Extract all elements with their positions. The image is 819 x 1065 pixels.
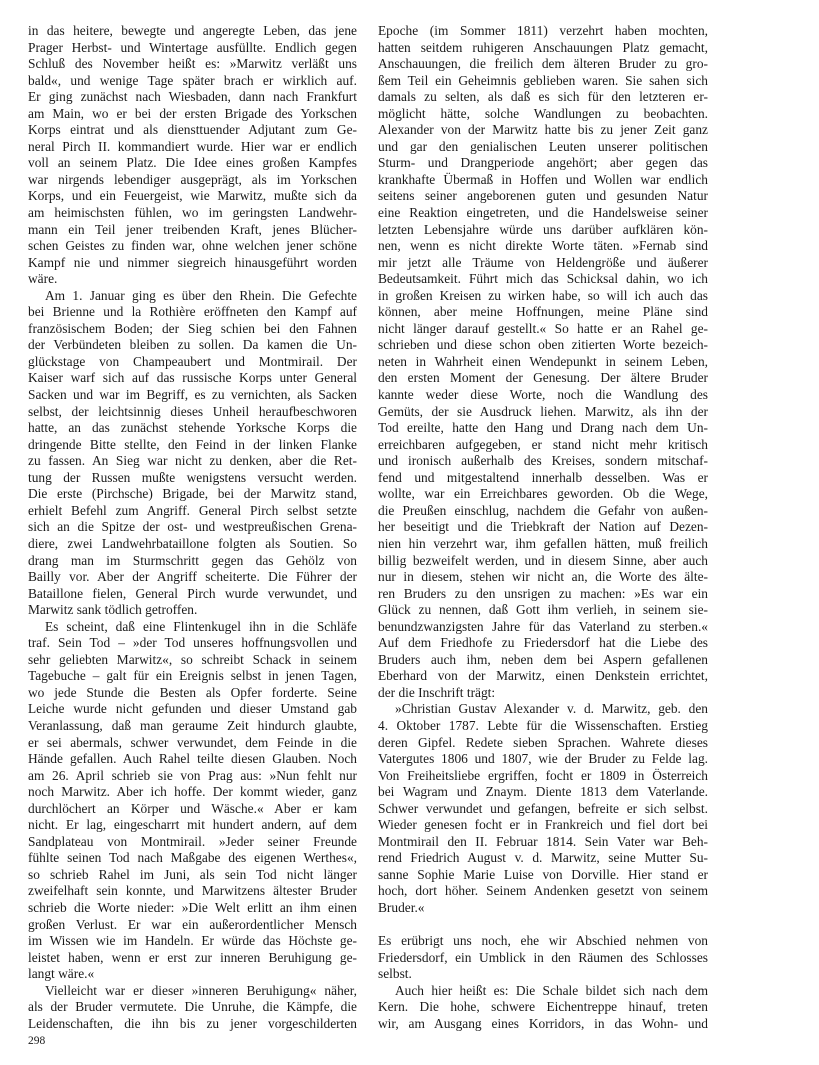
text-line [378,569,708,586]
text-line [378,635,708,652]
text-line [28,834,357,851]
text-line [378,652,708,669]
text-line [378,404,708,421]
text-line [378,735,708,752]
text-line [378,950,708,967]
text-line-content: Epoche (im Sommer 1811) verzehrt haben mochten, [378,23,708,38]
text-line-content: Auch hier heißt es: Die Schale bildet sich nach dem [395,982,708,998]
text-line-content: Kern. Die hohe, schwere Eichentreppe hinauf, treten [378,999,708,1015]
text-line-content: Bruder.« [378,899,425,915]
text-line-content: bald«, und wenige Tage später brach er wirklich auf. [28,72,357,88]
text-line-content: Veranlassung, daß man geraume Zeit hindurch glaubte, [28,717,357,733]
text-line-content: Alexander von der Marwitz hatte bis zu jener Zeit ganz [378,122,708,138]
text-line [28,999,357,1016]
text-line [28,867,357,884]
text-line [378,238,708,255]
text-line-content: Bataillone fielen, General Pirch wurde verwundet, und [28,585,357,601]
text-line-content: als der Bruder vermutete. Die Unruhe, die Kämpfe, die [28,999,357,1015]
text-line-content: kannte weder diese Worte, noch die Wandlung des [378,387,708,403]
text-line [28,122,357,139]
text-line [378,56,708,73]
text-line-content: mann ein Teil jener treibenden Kraft, jenes Blücher- [28,221,357,237]
text-line [378,883,708,900]
text-line [378,222,708,239]
text-line-content: können, aber meine Hoffnungen, meine Pläne sind [378,304,708,320]
text-line-content: so schrieb Rahel im Juni, als sein Tod nicht länger [28,866,357,882]
text-line-content: fend und mitgestaltend innerhalb desselben. Was er [378,469,708,485]
left-column [28,23,357,1032]
text-line-content: Korps eintrat und als diensttuender Adjutant zum Ge- [28,122,357,138]
text-line-content: wäre. [28,271,58,287]
text-line [28,155,357,172]
text-line-content: benundzwanzigsten Jahre für das Vaterland zu sterben.« [378,618,708,634]
text-line [28,139,357,156]
text-line-content: nicht länger darauf gestellt.« So hatte er an Rahel ge- [378,320,708,336]
text-line-content: Sacken und war im Begriff, es zu vernichten, als Sacken [28,387,357,403]
text-line-content: Marwitz sank tödlich getroffen. [28,602,198,618]
text-line [28,569,357,586]
text-line-content: der die Inschrift trägt: [378,684,496,700]
text-line [28,701,357,718]
text-line [378,155,708,172]
text-line-content: drang man im Sturmschritt gegen das Gehölz von [28,552,357,568]
text-line-content: durchlöchert an Körper und Wäsche.« Aber er kam [28,800,357,816]
text-line [378,668,708,685]
text-line [28,966,357,983]
text-line [28,271,357,288]
text-line [28,735,357,752]
text-line-content: neral Pirch II. kommandiert wurde. Hier war er endlich [28,138,357,154]
text-line-content: die Preußen einschlug, nachdem die Gefahr von außen- [378,502,708,518]
text-line [378,89,708,106]
text-line-content: den ersten Moment der Genesung. Der ältere Bruder [378,370,708,386]
text-line [378,999,708,1016]
text-line [28,503,357,520]
text-line-content: zweifelhaft sein konnte, und Marwitzens ältester Bruder [28,883,357,899]
text-line-content: Kampf nie und nimmer siegreich hinausgeführt worden [28,254,357,270]
text-line-content: »Christian Gustav Alexander v. d. Marwitz, geb. den [395,701,708,717]
text-line [378,172,708,189]
text-line-content: Es erübrigt uns noch, ehe wir Abschied nehmen von [378,933,708,949]
text-line-content: her beseitigt und die Triebkraft der Nation auf Dezen- [378,519,708,535]
text-line [378,503,708,520]
text-line [378,519,708,536]
text-line-content: schrieben und diese schon oben zitierten Worte bezeich- [378,337,708,353]
text-line [378,354,708,371]
text-line [28,983,357,1000]
text-line-content: leistet haben, wenn er erst zur inneren Beruhigung ge- [28,949,357,965]
text-line [28,73,357,90]
text-line-content: ßem Teil ein Geheimnis geblieben waren. Sie sahen sich [378,72,708,88]
text-line-content: wir, am Ausgang eines Korridors, in das Wohn- und [378,1015,708,1031]
text-line [378,387,708,404]
text-line-content: am Main, wo er bei der ersten Brigade des Yorkschen [28,105,357,121]
text-line [378,106,708,123]
text-line [28,751,357,768]
text-line [28,453,357,470]
text-line-content: erreichbaren aufgegeben, er stand nicht mehr kritisch [378,436,708,452]
text-line [28,883,357,900]
text-line [28,89,357,106]
text-line [28,420,357,437]
text-line-content: Glück zu nennen, daß Gott ihm verlieh, in seinem sie- [378,602,708,618]
text-line [378,701,708,718]
text-line [28,784,357,801]
text-line [28,205,357,222]
text-line [28,652,357,669]
text-line-content: Sturm- und Drangperiode angehört; aber gegen das [378,155,708,171]
text-line-content: nien hin verzehrt war, ihm gefallen hätten, muß freilich [378,535,708,551]
text-line [28,470,357,487]
text-line-content: bei Brienne und la Rothière eröffneten den Kampf auf [28,304,357,320]
text-line-content: Bedeutsamkeit. Führt mich das Schicksal dahin, wo ich [378,271,708,287]
text-line-content: Gemüts, der sie Ausdruck liehen. Marwitz, als ihn der [378,403,708,419]
text-line [28,685,357,702]
text-line [378,602,708,619]
text-line-content: voll an seinem Platz. Die Idee eines großen Kampfes [28,155,357,171]
text-line-content: ren Bruders zu den unsrigen zu machen: »Es war ein [378,585,708,601]
text-line [378,271,708,288]
text-line-content: damals zu selten, als daß es sich für den letzteren er- [378,89,708,105]
text-line-content: Die erste (Pirchsche) Brigade, bei der Marwitz stand, [28,486,357,502]
text-line-content: Sandplateau von Montmirail. »Jeder seiner Freunde [28,833,357,849]
text-line-content: sehr geliebten Marwitz«, so schreibt Schack in seinem [28,651,357,667]
text-line [378,23,708,40]
text-line-content: Von Freiheitsliebe ergriffen, focht er 1809 in Österreich [378,767,708,783]
text-line [28,404,357,421]
text-line-content: zu fassen. An Sieg war nicht zu denken, aber die Ret- [28,453,357,469]
text-line-content: hoch, dort höher. Seinem Andenken gesetzt von seinem [378,883,708,899]
text-line-content: Auf dem Friedhofe zu Friedersdorf hat die Liebe des [378,635,708,651]
text-line [378,801,708,818]
text-line-content: Leidenschaften, die ihn bis zu jener vorgeschilderten [28,1015,357,1031]
text-line [28,900,357,917]
text-line [28,56,357,73]
text-line-content: fühlte seinen Tod nach Maßgabe des eigenen Werthes«, [28,850,357,866]
text-line-content: erhielt Befehl zum Angriff. General Pirch selbst setzte [28,502,357,518]
text-line-content: letzten Lebensjahre würde uns darüber aufklären kön- [378,221,708,237]
text-line-content: er sei abermals, schwer verwundet, dem Feinde in die [28,734,357,750]
text-line-content: französischem Boden; der Sieg schien bei den Fahnen [28,320,357,336]
text-line [378,966,708,983]
text-line [378,619,708,636]
text-line [378,188,708,205]
text-line-content: Montmirail den II. Februar 1814. Sein Vater war Beh- [378,833,708,849]
text-line-content: war nirgends lebendiger ausgeprägt, als im Yorkschen [28,171,357,187]
text-line [28,768,357,785]
text-line-content: Vielleicht war er dieser »inneren Beruhigung« näher, [45,982,357,998]
text-line-content: Tagebuche – galt für ein Ereignis selbst in jenen Tagen, [28,668,357,684]
text-line-content: seitens seiner angeborenen guten und gesunden Natur [378,188,708,204]
text-line-content: Hände gefallen. Auch Rahel teilte diesen Glauben. Noch [28,751,357,767]
text-line [378,73,708,90]
text-line-content: deren Gipfel. Redete sieben Sprachen. Wahrete dieses [378,734,708,750]
text-line-content: nen, wenn es nicht direkte Worte täten. »Fernab sind [378,238,708,254]
text-line-content: und ironisch außerhalb des Kreises, sondern mitschaf- [378,453,708,469]
text-line-content: wo jede Stunde die Besten als Opfer forderte. Seine [28,684,357,700]
text-line [28,917,357,934]
text-line [28,619,357,636]
text-line [28,586,357,603]
text-line [28,354,357,371]
text-line [378,321,708,338]
text-line [378,470,708,487]
text-line-content: und gar den genialischen Leuten unserer politischen [378,138,708,154]
text-line-content: hatten seitdem ruhigeren Anschauungen Platz gemacht, [378,39,708,55]
text-columns [28,23,708,1032]
text-line-content: selbst, der leichtsinnig dieses Unheil heraufbeschworen [28,403,357,419]
text-line [28,437,357,454]
text-line-content: in das heitere, bewegte und angeregte Leben, das jene [28,23,357,38]
text-line [28,387,357,404]
text-line [28,850,357,867]
text-line-content: mir jetzt alle Träume von Heldengröße und äußerer [378,254,708,270]
right-column [378,23,708,1032]
text-line [28,255,357,272]
text-line-content: Am 1. Januar ging es über den Rhein. Die Gefechte [45,287,357,303]
text-line-content: sanne Sophie Marie Luise von Dorville. Hier stand er [378,866,708,882]
text-line-content: noch Marwitz. Aber ich hoffe. Der kommt wieder, ganz [28,784,357,800]
text-line-content: in großen Kreisen zu wirken habe, so will ich auch das [378,287,708,303]
text-line [28,23,357,40]
text-line [28,288,357,305]
text-line [378,437,708,454]
text-line-content: nur in diesem, stehen wir nicht an, die Worte des älte- [378,569,708,585]
text-line [378,553,708,570]
text-line [378,255,708,272]
text-line-content: Korps, und ein Feuergeist, wie Marwitz, mußte sich da [28,188,357,204]
text-line [378,453,708,470]
text-line [378,205,708,222]
text-line [28,635,357,652]
text-line [28,106,357,123]
text-line-content: wollte, war ein Erreichbares geworden. Ob die Wege, [378,486,708,502]
text-line [28,486,357,503]
text-line-content: rend Friedrich August v. d. Marwitz, seine Mutter Su- [378,850,708,866]
text-line-content: langt wäre.« [28,966,95,982]
text-line [28,801,357,818]
text-line [378,586,708,603]
text-line-content: dringende Bitte stellte, den Feind in der linken Flanke [28,436,357,452]
text-line [28,817,357,834]
text-line [28,337,357,354]
text-line [28,602,357,619]
text-line [378,933,708,950]
text-line-content: selbst. [378,966,412,982]
text-line-content: im Wissen wie im Handeln. Er würde das Höchste ge- [28,933,357,949]
text-line [28,188,357,205]
text-line [378,139,708,156]
text-line [378,817,708,834]
text-line-content: bei Wagram und Znaym. Diente 1813 dem Vaterlande. [378,784,708,800]
text-line [378,685,708,702]
text-line-content: Leiche wurde nicht gefunden und dieser Umstand gab [28,701,357,717]
text-line [378,768,708,785]
text-line [378,834,708,851]
text-line-content: nicht. Er lag, eingescharrt mit hundert andern, auf dem [28,817,357,833]
text-line [28,1016,357,1033]
text-line [28,370,357,387]
text-line [378,1016,708,1033]
page-number: 298 [28,1035,46,1047]
text-line [28,238,357,255]
text-line [378,337,708,354]
text-line-content: sich an die Spitze der ost- und westpreußischen Grena- [28,519,357,535]
text-line [28,668,357,685]
text-line-content: schen Geistes zu finden war, ohne welchen jener schöne [28,238,357,254]
text-line-content: Anschauungen, die freilich dem älteren Bruder zu gro- [378,56,708,72]
text-line [28,222,357,239]
text-line [378,983,708,1000]
text-line [378,40,708,57]
text-line [28,933,357,950]
text-line-content: am heimischsten fühlen, wo im geringsten Landwehr- [28,205,357,221]
text-line-content: hatte, an das zunächst stehende Yorksche Korps die [28,420,357,436]
text-line [28,718,357,735]
text-line [378,784,708,801]
text-line [28,40,357,57]
text-line [28,553,357,570]
text-line-content: Prager Herbst- und Wintertage ausfüllte. Endlich gegen [28,39,357,55]
text-line-content: Wieder genesen focht er in Frankreich und fiel dort bei [378,817,708,833]
text-line-content: glückstage von Champeaubert und Montmirail. Der [28,353,357,369]
text-line-content: Kaiser warf sich auf das russische Korps unter General [28,370,357,386]
text-line-content: möglicht hätte, solche Wandlungen zu beobachten. [378,105,708,121]
text-line-content: billig bezweifelt werden, und in diesem Sinne, aber auch [378,552,708,568]
text-line [378,536,708,553]
text-line [378,288,708,305]
text-line [28,172,357,189]
text-line [28,536,357,553]
text-line [28,304,357,321]
text-line-content: Bruders auch ihm, neben dem bei Aspern gefallenen [378,651,708,667]
text-line [378,850,708,867]
text-line [28,950,357,967]
text-line [378,122,708,139]
text-line-content: diere, zwei Landwehrbataillone folgten als Soutien. So [28,535,357,551]
text-line-content: Es scheint, daß eine Flintenkugel ihn in die Schläfe [45,618,357,634]
text-line-content: traf. Sein Tod – »der Tod unseres hoffnungsvollen und [28,635,357,651]
text-line-content: tung der Russen mußte wenigstens versucht werden. [28,469,357,485]
text-line [378,867,708,884]
text-line-content: Er ging zunächst nach Wiesbaden, dann nach Frankfurt [28,89,357,105]
text-line-content: großen Verlust. Er war ein außerordentlicher Mensch [28,916,357,932]
text-line [28,519,357,536]
text-line-content: schrieb die Worte nieder: »Die Welt erlitt an ihm einen [28,899,357,915]
text-line-content: am 26. April schrieb sie von Prag aus: »Nun fehlt nur [28,767,357,783]
text-line-content: Schwer verwundet und gefangen, befreite er sich selbst. [378,800,708,816]
text-line [378,718,708,735]
text-line-content: 4. Oktober 1787. Lebte für die Wissenschaften. Erstieg [378,717,708,733]
text-line-content: Vatergutes 1806 und 1807, wie der Bruder zu Felde lag. [378,751,708,767]
text-line-content: Eberhard von der Marwitz, einen Denkstein errichtet, [378,668,708,684]
text-line [378,486,708,503]
text-line [378,900,708,917]
text-line-content: neten in Wahrheit einen Wendepunkt in seinem Leben, [378,353,708,369]
text-line [378,370,708,387]
text-line-content: eine Reaktion eingetreten, und die Handelsweise seiner [378,205,708,221]
text-line-content: krankhafte Übermaß in Hoffen und Wollen war endlich [378,171,708,187]
text-line-content: Schluß des November heißt es: »Marwitz verläßt uns [28,56,357,72]
text-line [378,751,708,768]
text-line-content: Tod ereilte, hatte den Hang und Drang nach dem Un- [378,420,708,436]
text-line-content: der Verbündeten bleiben zu sollen. Da kamen die Un- [28,337,357,353]
text-line [378,420,708,437]
text-line-content: Bailly vor. Aber der Angriff scheiterte. Die Führer der [28,569,357,585]
text-line [28,321,357,338]
text-line [378,304,708,321]
text-line-content: Friedersdorf, ein Umblick in den Räumen des Schlosses [378,949,708,965]
